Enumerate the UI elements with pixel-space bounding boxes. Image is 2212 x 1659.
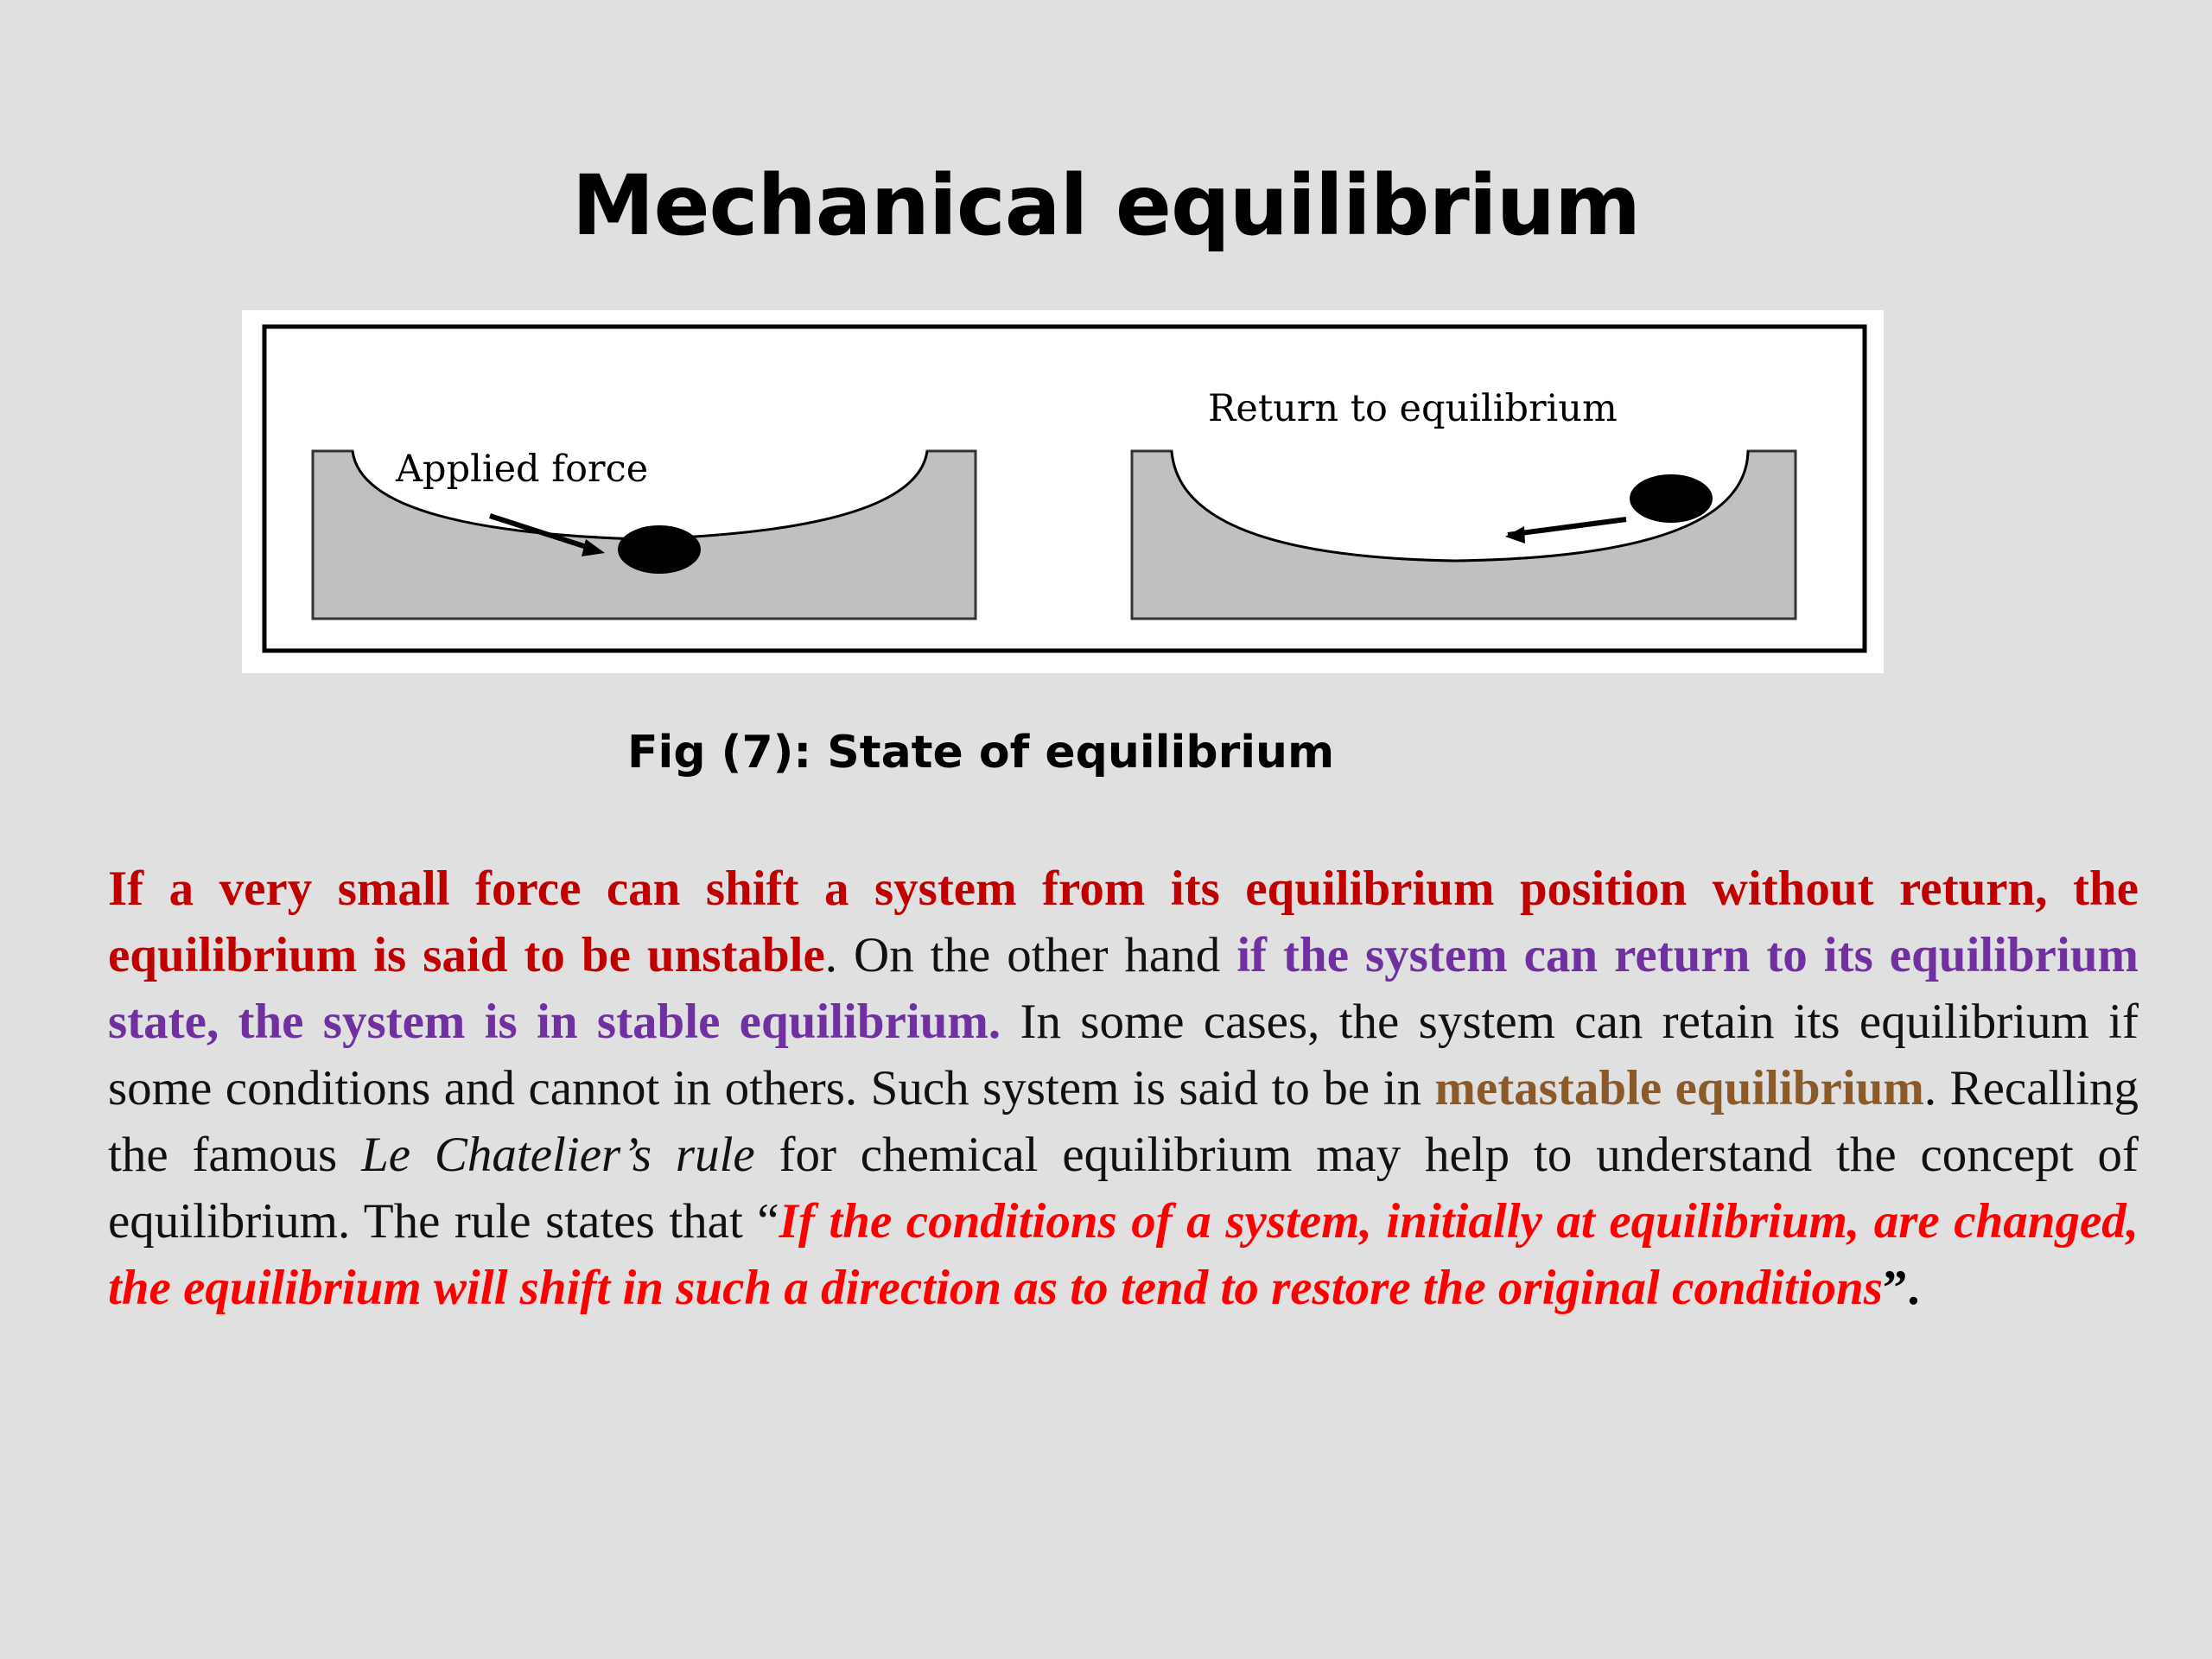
equilibrium-figure xyxy=(242,310,1884,673)
paragraph-text-3: . Recalling the famous xyxy=(108,1061,2139,1182)
metastable-term: metastable equilibrium xyxy=(1434,1061,1924,1116)
quote-close: ”. xyxy=(1882,1261,1920,1315)
paragraph-text-2: In some cases, the system can retain its equilibrium if some conditions and cannot in others. Such system is said to be in xyxy=(108,995,2139,1116)
applied-force-label: Applied force xyxy=(396,448,649,491)
le-chatelier-rule-term: Le Chatelier’s rule xyxy=(361,1128,755,1182)
stable-definition: if the system can return to its equilibrium state, the system is in stable equilibrium. xyxy=(108,928,2139,1049)
return-to-equilibrium-label: Return to equilibrium xyxy=(1208,387,1618,430)
le-chatelier-rule-quote: If the conditions of a system, initially at equilibrium, are changed, the equilibrium will shift in such a direction as to tend to restore the original conditions xyxy=(108,1194,2139,1315)
figure-caption: Fig (7): State of equilibrium xyxy=(627,727,1335,779)
body-paragraph xyxy=(108,855,2139,1321)
unstable-definition: If a very small force can shift a system from its equilibrium position without return, the equilibrium is said to be unstable xyxy=(108,861,2139,982)
left-ball xyxy=(618,525,701,574)
paragraph-text-1: . On the other hand xyxy=(824,928,1237,982)
slide-title: Mechanical equilibrium xyxy=(571,157,1641,254)
right-ball xyxy=(1630,474,1713,523)
paragraph-text-4: for chemical equilibrium may help to understand the concept of equilibrium. The rule states that “ xyxy=(108,1128,2139,1249)
equilibrium-diagram xyxy=(242,310,1884,673)
